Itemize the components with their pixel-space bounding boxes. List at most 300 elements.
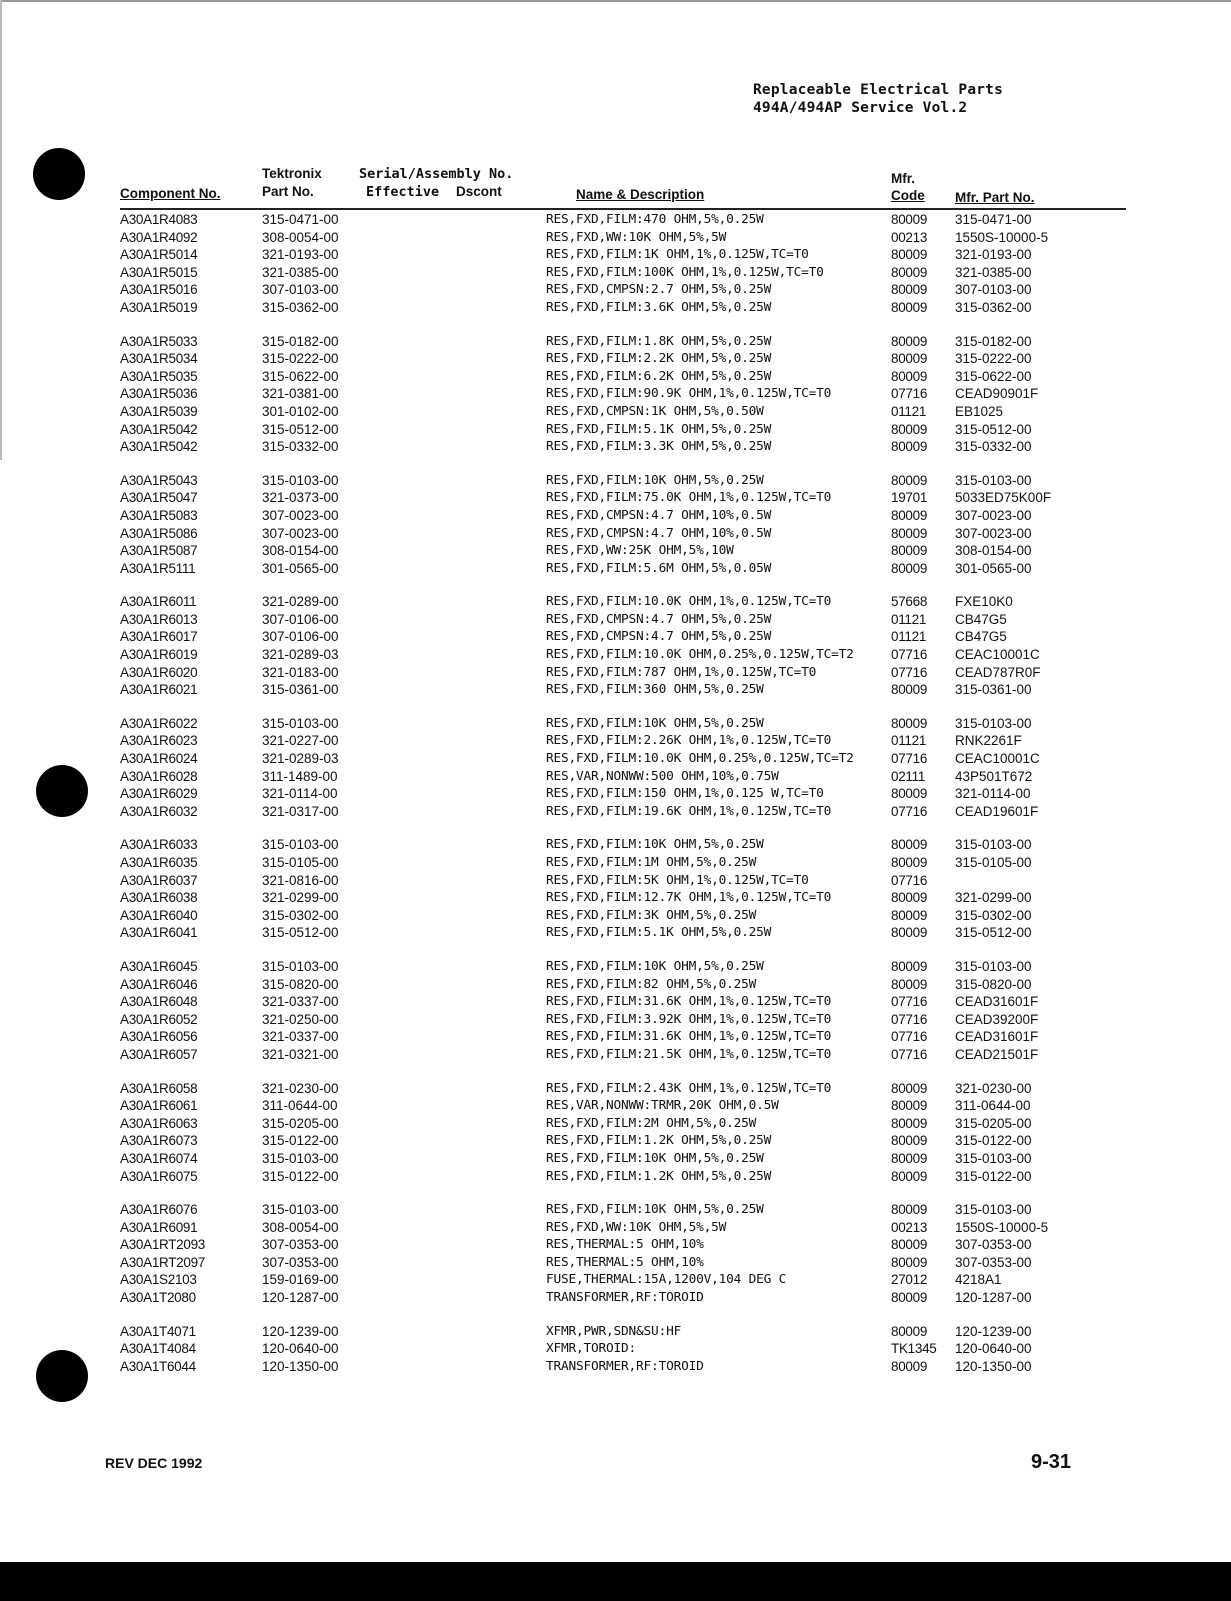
- table-row: [0, 1169, 1231, 1187]
- tektronix-part-no: 315-0122-00: [262, 1168, 339, 1184]
- col-mfr-part-no: Mfr. Part No.: [955, 190, 1035, 205]
- tektronix-part-no: 120-0640-00: [262, 1341, 339, 1357]
- part-group: [0, 594, 1231, 700]
- top-scan-rule: [0, 0, 1231, 2]
- tektronix-part-no: 321-0337-00: [262, 1029, 339, 1045]
- mfr-part-no: 315-0103-00: [955, 837, 1032, 853]
- col-component-no: Component No.: [120, 186, 221, 201]
- mfr-part-no: 120-0640-00: [955, 1341, 1032, 1357]
- component-no: A30A1R6028: [120, 768, 198, 784]
- mfr-part-no: 315-0222-00: [955, 351, 1032, 367]
- name-description: RES,FXD,FILM:100K OHM,1%,0.125W,TC=T0: [546, 264, 824, 280]
- name-description: RES,FXD,CMPSN:4.7 OHM,5%,0.25W: [546, 629, 772, 645]
- mfr-code: 80009: [891, 368, 928, 384]
- name-description: RES,FXD,CMPSN:1K OHM,5%,0.50W: [546, 403, 764, 419]
- mfr-code: TK1345: [891, 1341, 937, 1357]
- mfr-part-no: 5033ED75K00F: [955, 490, 1052, 506]
- tektronix-part-no: 321-0183-00: [262, 664, 339, 680]
- component-no: A30A1R6011: [120, 594, 197, 610]
- tektronix-part-no: 315-0512-00: [262, 421, 339, 437]
- component-no: A30A1T2080: [120, 1290, 196, 1306]
- component-no: A30A1R6021: [120, 682, 198, 698]
- component-no: A30A1R5015: [120, 264, 198, 280]
- mfr-part-no: CB47G5: [955, 629, 1007, 645]
- tektronix-part-no: 315-0103-00: [262, 472, 339, 488]
- mfr-part-no: 315-0512-00: [955, 421, 1032, 437]
- tektronix-part-no: 307-0023-00: [262, 507, 339, 523]
- mfr-part-no: 315-0361-00: [955, 682, 1032, 698]
- mfr-code: 80009: [891, 247, 928, 263]
- component-no: A30A1T6044: [120, 1358, 196, 1374]
- table-row: [0, 526, 1231, 544]
- component-no: A30A1R5036: [120, 386, 198, 402]
- component-no: A30A1R6046: [120, 976, 198, 992]
- tektronix-part-no: 307-0103-00: [262, 282, 339, 298]
- table-row: [0, 1202, 1231, 1220]
- component-no: A30A1R6038: [120, 890, 198, 906]
- table-row: [0, 1272, 1231, 1290]
- name-description: RES,FXD,FILM:3K OHM,5%,0.25W: [546, 907, 757, 923]
- table-row: [0, 473, 1231, 491]
- table-row: [0, 1359, 1231, 1377]
- component-no: A30A1R6037: [120, 872, 198, 888]
- mfr-code: 01121: [891, 629, 927, 645]
- mfr-part-no: 1550S-10000-5: [955, 229, 1049, 245]
- table-row: [0, 1029, 1231, 1047]
- mfr-code: 80009: [891, 212, 928, 227]
- component-no: A30A1RT2097: [120, 1254, 206, 1270]
- tektronix-part-no: 315-0105-00: [262, 855, 339, 870]
- name-description: RES,FXD,FILM:150 OHM,1%,0.125 W,TC=T0: [546, 786, 824, 802]
- table-row: [0, 1255, 1231, 1273]
- mfr-part-no: FXE10K0: [955, 594, 1013, 610]
- mfr-code: 07716: [891, 1046, 928, 1062]
- col-part-no: Part No.: [262, 184, 314, 199]
- name-description: RES,FXD,FILM:5.1K OHM,5%,0.25W: [546, 421, 772, 437]
- mfr-code: 80009: [891, 1080, 928, 1096]
- component-no: A30A1R5033: [120, 333, 198, 349]
- table-row: [0, 612, 1231, 630]
- mfr-code: 00213: [891, 1219, 928, 1235]
- mfr-part-no: 120-1287-00: [955, 1290, 1032, 1306]
- mfr-part-no: 1550S-10000-5: [955, 1219, 1049, 1235]
- table-row: [0, 422, 1231, 440]
- component-no: A30A1R5019: [120, 299, 198, 315]
- mfr-code: 07716: [891, 664, 928, 680]
- component-no: A30A1R6061: [120, 1098, 198, 1114]
- name-description: RES,FXD,WW:10K OHM,5%,5W: [546, 229, 727, 245]
- table-row: [0, 1237, 1231, 1255]
- tektronix-part-no: 321-0230-00: [262, 1080, 339, 1096]
- table-row: [0, 1098, 1231, 1116]
- mfr-part-no: 315-0105-00: [955, 855, 1032, 870]
- mfr-code: 07716: [891, 1011, 928, 1027]
- running-head: [753, 81, 1003, 117]
- table-row: [0, 629, 1231, 647]
- tektronix-part-no: 307-0106-00: [262, 611, 339, 627]
- mfr-part-no: 315-0471-00: [955, 212, 1032, 227]
- component-no: A30A1RT2093: [120, 1237, 206, 1253]
- running-head-title: Replaceable Electrical Parts: [753, 82, 1004, 98]
- mfr-code: 80009: [891, 1168, 928, 1184]
- mfr-code: 80009: [891, 299, 928, 315]
- mfr-part-no: 308-0154-00: [955, 543, 1032, 559]
- tektronix-part-no: 315-0332-00: [262, 439, 339, 455]
- name-description: RES,FXD,FILM:82 OHM,5%,0.25W: [546, 976, 757, 992]
- part-group: [0, 1324, 1231, 1377]
- mfr-code: 80009: [891, 507, 928, 523]
- page-number: 9-31: [1031, 1451, 1072, 1473]
- mfr-part-no: 315-0122-00: [955, 1133, 1032, 1149]
- table-row: [0, 682, 1231, 700]
- mfr-code: 80009: [891, 682, 928, 698]
- mfr-code: 07716: [891, 803, 928, 819]
- mfr-code: 80009: [891, 333, 928, 349]
- table-row: [0, 351, 1231, 369]
- mfr-part-no: 315-0622-00: [955, 368, 1032, 384]
- binder-hole: [33, 148, 85, 200]
- tektronix-part-no: 321-0317-00: [262, 803, 339, 819]
- tektronix-part-no: 311-1489-00: [262, 768, 338, 784]
- name-description: RES,FXD,WW:25K OHM,5%,10W: [546, 543, 734, 559]
- name-description: RES,FXD,FILM:10.0K OHM,1%,0.125W,TC=T0: [546, 594, 832, 610]
- tektronix-part-no: 315-0103-00: [262, 1202, 339, 1218]
- mfr-part-no: 315-0182-00: [955, 333, 1032, 349]
- header-rule: [120, 208, 1126, 210]
- mfr-code: 01121: [891, 733, 927, 749]
- tektronix-part-no: 321-0289-00: [262, 594, 339, 610]
- tektronix-part-no: 308-0154-00: [262, 543, 339, 559]
- tektronix-part-no: 321-0227-00: [262, 733, 339, 749]
- mfr-code: 80009: [891, 907, 928, 923]
- tektronix-part-no: 315-0205-00: [262, 1115, 339, 1131]
- table-row: [0, 1081, 1231, 1099]
- mfr-code: 80009: [891, 925, 928, 941]
- table-row: [0, 977, 1231, 995]
- name-description: RES,FXD,FILM:31.6K OHM,1%,0.125W,TC=T0: [546, 1029, 832, 1045]
- tektronix-part-no: 315-0103-00: [262, 715, 339, 731]
- component-no: A30A1R6058: [120, 1080, 198, 1096]
- name-description: RES,FXD,FILM:3.6K OHM,5%,0.25W: [546, 299, 772, 315]
- table-row: [0, 1220, 1231, 1238]
- table-row: [0, 369, 1231, 387]
- name-description: RES,FXD,FILM:10K OHM,5%,0.25W: [546, 1202, 764, 1218]
- name-description: RES,FXD,FILM:90.9K OHM,1%,0.125W,TC=T0: [546, 386, 832, 402]
- tektronix-part-no: 308-0054-00: [262, 229, 339, 245]
- name-description: RES,FXD,FILM:2.26K OHM,1%,0.125W,TC=T0: [546, 733, 832, 749]
- table-row: [0, 490, 1231, 508]
- mfr-part-no: CEAD31601F: [955, 1029, 1039, 1045]
- part-group: [0, 959, 1231, 1065]
- mfr-part-no: CEAD39200F: [955, 1011, 1039, 1027]
- mfr-part-no: RNK2261F: [955, 733, 1022, 749]
- name-description: RES,FXD,FILM:10K OHM,5%,0.25W: [546, 472, 764, 488]
- mfr-part-no: 307-0353-00: [955, 1254, 1032, 1270]
- tektronix-part-no: 120-1287-00: [262, 1290, 339, 1306]
- mfr-part-no: 315-0820-00: [955, 976, 1032, 992]
- tektronix-part-no: 315-0103-00: [262, 837, 339, 853]
- mfr-part-no: 315-0103-00: [955, 1150, 1032, 1166]
- name-description: RES,FXD,FILM:360 OHM,5%,0.25W: [546, 682, 764, 698]
- mfr-part-no: CEAD31601F: [955, 994, 1039, 1010]
- mfr-part-no: 301-0565-00: [955, 560, 1032, 576]
- name-description: RES,FXD,FILM:10K OHM,5%,0.25W: [546, 837, 764, 853]
- mfr-code: 07716: [891, 751, 928, 767]
- component-no: A30A1R5111: [120, 560, 196, 576]
- part-group: [0, 1202, 1231, 1308]
- component-no: A30A1R5035: [120, 368, 198, 384]
- table-row: [0, 265, 1231, 283]
- mfr-part-no: 311-0644-00: [955, 1098, 1031, 1114]
- mfr-code: 07716: [891, 872, 928, 888]
- tektronix-part-no: 321-0385-00: [262, 264, 339, 280]
- col-dscont: Dscont: [456, 184, 502, 199]
- tektronix-part-no: 315-0222-00: [262, 351, 339, 367]
- tektronix-part-no: 315-0361-00: [262, 682, 339, 698]
- part-group: [0, 716, 1231, 822]
- mfr-code: 80009: [891, 715, 928, 731]
- mfr-code: 80009: [891, 1098, 928, 1114]
- name-description: RES,FXD,CMPSN:4.7 OHM,10%,0.5W: [546, 525, 772, 541]
- tektronix-part-no: 307-0353-00: [262, 1237, 339, 1253]
- mfr-code: 57668: [891, 594, 928, 610]
- mfr-part-no: 43P501T672: [955, 768, 1033, 784]
- table-row: [0, 751, 1231, 769]
- component-no: A30A1R6040: [120, 907, 198, 923]
- part-group: [0, 212, 1231, 318]
- component-no: A30A1R6041: [120, 925, 198, 941]
- table-row: [0, 1151, 1231, 1169]
- table-row: [0, 837, 1231, 855]
- component-no: A30A1R6073: [120, 1133, 198, 1149]
- table-row: [0, 1324, 1231, 1342]
- mfr-part-no: 307-0023-00: [955, 525, 1032, 541]
- table-row: [0, 786, 1231, 804]
- tektronix-part-no: 120-1239-00: [262, 1323, 339, 1339]
- mfr-part-no: 307-0023-00: [955, 507, 1032, 523]
- table-row: [0, 665, 1231, 683]
- component-no: A30A1R5083: [120, 507, 198, 523]
- name-description: RES,FXD,FILM:1.2K OHM,5%,0.25W: [546, 1133, 772, 1149]
- tektronix-part-no: 307-0023-00: [262, 525, 339, 541]
- mfr-code: 80009: [891, 439, 928, 455]
- table-row: [0, 543, 1231, 561]
- table-row: [0, 873, 1231, 891]
- name-description: RES,THERMAL:5 OHM,10%: [546, 1237, 704, 1253]
- table-row: [0, 733, 1231, 751]
- mfr-part-no: 315-0103-00: [955, 1202, 1032, 1218]
- tektronix-part-no: 321-0299-00: [262, 890, 339, 906]
- component-no: A30A1R6029: [120, 786, 198, 802]
- component-no: A30A1R5043: [120, 472, 198, 488]
- tektronix-part-no: 315-0512-00: [262, 925, 339, 941]
- tektronix-part-no: 301-0102-00: [262, 403, 339, 419]
- mfr-code: 07716: [891, 994, 928, 1010]
- name-description: XFMR,PWR,SDN&SU:HF: [546, 1323, 682, 1339]
- mfr-code: 80009: [891, 976, 928, 992]
- mfr-part-no: CB47G5: [955, 611, 1007, 627]
- tektronix-part-no: 311-0644-00: [262, 1098, 338, 1114]
- name-description: RES,FXD,FILM:31.6K OHM,1%,0.125W,TC=T0: [546, 994, 832, 1010]
- tektronix-part-no: 315-0471-00: [262, 212, 339, 227]
- mfr-part-no: CEAD787R0F: [955, 664, 1041, 680]
- component-no: A30A1R6076: [120, 1202, 198, 1218]
- mfr-part-no: CEAD90901F: [955, 386, 1039, 402]
- table-row: [0, 908, 1231, 926]
- table-row: [0, 386, 1231, 404]
- name-description: RES,FXD,FILM:787 OHM,1%,0.125W,TC=T0: [546, 664, 817, 680]
- mfr-code: 80009: [891, 1150, 928, 1166]
- mfr-code: 80009: [891, 543, 928, 559]
- tektronix-part-no: 321-0250-00: [262, 1011, 339, 1027]
- part-group: [0, 473, 1231, 579]
- component-no: A30A1R6022: [120, 715, 198, 731]
- mfr-code: 80009: [891, 1202, 928, 1218]
- component-no: A30A1R4083: [120, 212, 198, 227]
- tektronix-part-no: 315-0103-00: [262, 1150, 339, 1166]
- revision-date: REV DEC 1992: [105, 1455, 203, 1471]
- name-description: RES,FXD,FILM:1.8K OHM,5%,0.25W: [546, 333, 772, 349]
- name-description: RES,FXD,FILM:10K OHM,5%,0.25W: [546, 1150, 764, 1166]
- mfr-code: 80009: [891, 264, 928, 280]
- mfr-code: 80009: [891, 1254, 928, 1270]
- mfr-code: 80009: [891, 1323, 928, 1339]
- mfr-part-no: CEAD19601F: [955, 803, 1039, 819]
- mfr-part-no: 307-0103-00: [955, 282, 1032, 298]
- name-description: XFMR,TOROID:: [546, 1341, 637, 1357]
- table-row: [0, 1341, 1231, 1359]
- parts-list: [0, 212, 1231, 1392]
- mfr-part-no: 315-0205-00: [955, 1115, 1032, 1131]
- col-serial: Serial/Assembly No.: [359, 166, 514, 182]
- mfr-code: 80009: [891, 1133, 928, 1149]
- mfr-part-no: 315-0512-00: [955, 925, 1032, 941]
- component-no: A30A1R6063: [120, 1115, 198, 1131]
- part-group: [0, 837, 1231, 943]
- name-description: RES,FXD,FILM:5.1K OHM,5%,0.25W: [546, 925, 772, 941]
- name-description: TRANSFORMER,RF:TOROID: [546, 1290, 704, 1306]
- mfr-part-no: 120-1239-00: [955, 1323, 1032, 1339]
- name-description: RES,FXD,CMPSN:4.7 OHM,5%,0.25W: [546, 611, 772, 627]
- component-no: A30A1R6091: [120, 1219, 198, 1235]
- table-row: [0, 1047, 1231, 1065]
- name-description: RES,FXD,FILM:21.5K OHM,1%,0.125W,TC=T0: [546, 1046, 832, 1062]
- col-code: Code: [891, 188, 925, 203]
- tektronix-part-no: 321-0114-00: [262, 786, 338, 802]
- mfr-part-no: 4218A1: [955, 1272, 1002, 1288]
- tektronix-part-no: 301-0565-00: [262, 560, 339, 576]
- name-description: RES,FXD,FILM:2.43K OHM,1%,0.125W,TC=T0: [546, 1080, 832, 1096]
- component-no: A30A1R5042: [120, 439, 198, 455]
- mfr-code: 80009: [891, 1237, 928, 1253]
- table-row: [0, 1133, 1231, 1151]
- mfr-code: 80009: [891, 1358, 928, 1374]
- tektronix-part-no: 321-0289-03: [262, 647, 339, 663]
- component-no: A30A1R5047: [120, 490, 198, 506]
- table-row: [0, 1290, 1231, 1308]
- mfr-part-no: 321-0385-00: [955, 264, 1032, 280]
- name-description: RES,FXD,CMPSN:2.7 OHM,5%,0.25W: [546, 282, 772, 298]
- table-row: [0, 1116, 1231, 1134]
- name-description: RES,FXD,FILM:2M OHM,5%,0.25W: [546, 1115, 757, 1131]
- bottom-scan-bar: [0, 1562, 1231, 1601]
- part-group: [0, 334, 1231, 457]
- part-group: [0, 1081, 1231, 1187]
- mfr-part-no: EB1025: [955, 403, 1004, 419]
- name-description: RES,FXD,FILM:3.3K OHM,5%,0.25W: [546, 439, 772, 455]
- mfr-code: 27012: [891, 1272, 928, 1288]
- tektronix-part-no: 307-0106-00: [262, 629, 339, 645]
- mfr-code: 07716: [891, 647, 928, 663]
- tektronix-part-no: 321-0321-00: [262, 1046, 339, 1062]
- name-description: RES,FXD,FILM:1.2K OHM,5%,0.25W: [546, 1168, 772, 1184]
- tektronix-part-no: 321-0289-03: [262, 751, 339, 767]
- table-row: [0, 804, 1231, 822]
- mfr-part-no: 307-0353-00: [955, 1237, 1032, 1253]
- mfr-part-no: 321-0193-00: [955, 247, 1032, 263]
- mfr-code: 80009: [891, 837, 928, 853]
- component-no: A30A1R6023: [120, 733, 198, 749]
- component-no: A30A1T4084: [120, 1341, 196, 1357]
- tektronix-part-no: 321-0381-00: [262, 386, 339, 402]
- table-row: [0, 594, 1231, 612]
- mfr-code: 80009: [891, 958, 928, 974]
- tektronix-part-no: 315-0103-00: [262, 958, 339, 974]
- mfr-part-no: 315-0362-00: [955, 299, 1032, 315]
- name-description: TRANSFORMER,RF:TOROID: [546, 1358, 704, 1374]
- name-description: RES,THERMAL:5 OHM,10%: [546, 1254, 704, 1270]
- name-description: RES,FXD,FILM:10K OHM,5%,0.25W: [546, 958, 764, 974]
- mfr-code: 01121: [891, 611, 927, 627]
- mfr-part-no: CEAC10001C: [955, 751, 1040, 767]
- component-no: A30A1R5086: [120, 525, 198, 541]
- mfr-code: 01121: [891, 403, 927, 419]
- mfr-code: 07716: [891, 386, 928, 402]
- tektronix-part-no: 321-0193-00: [262, 247, 339, 263]
- name-description: RES,FXD,FILM:5K OHM,1%,0.125W,TC=T0: [546, 872, 809, 888]
- mfr-part-no: 315-0122-00: [955, 1168, 1032, 1184]
- tektronix-part-no: 315-0622-00: [262, 368, 339, 384]
- mfr-code: 02111: [891, 768, 926, 784]
- table-row: [0, 439, 1231, 457]
- mfr-part-no: 315-0302-00: [955, 907, 1032, 923]
- component-no: A30A1R6057: [120, 1046, 198, 1062]
- name-description: RES,FXD,FILM:10.0K OHM,0.25%,0.125W,TC=T2: [546, 751, 854, 767]
- name-description: RES,FXD,FILM:1K OHM,1%,0.125W,TC=T0: [546, 247, 809, 263]
- table-row: [0, 230, 1231, 248]
- component-no: A30A1R6017: [120, 629, 198, 645]
- tektronix-part-no: 315-0302-00: [262, 907, 339, 923]
- running-head-subtitle: 494A/494AP Service Vol.2: [753, 100, 968, 116]
- name-description: RES,FXD,FILM:1M OHM,5%,0.25W: [546, 855, 757, 870]
- name-description: RES,FXD,FILM:10K OHM,5%,0.25W: [546, 715, 764, 731]
- table-row: [0, 404, 1231, 422]
- tektronix-part-no: 321-0337-00: [262, 994, 339, 1010]
- name-description: RES,FXD,FILM:470 OHM,5%,0.25W: [546, 212, 764, 227]
- table-row: [0, 890, 1231, 908]
- tektronix-part-no: 321-0373-00: [262, 490, 339, 506]
- name-description: RES,VAR,NONWW:500 OHM,10%,0.75W: [546, 768, 779, 784]
- table-row: [0, 282, 1231, 300]
- name-description: RES,FXD,FILM:10.0K OHM,0.25%,0.125W,TC=T2: [546, 647, 854, 663]
- table-row: [0, 508, 1231, 526]
- table-row: [0, 959, 1231, 977]
- table-row: [0, 1012, 1231, 1030]
- name-description: RES,FXD,CMPSN:4.7 OHM,10%,0.5W: [546, 507, 772, 523]
- mfr-code: 80009: [891, 786, 928, 802]
- name-description: RES,FXD,FILM:12.7K OHM,1%,0.125W,TC=T0: [546, 890, 832, 906]
- table-row: [0, 716, 1231, 734]
